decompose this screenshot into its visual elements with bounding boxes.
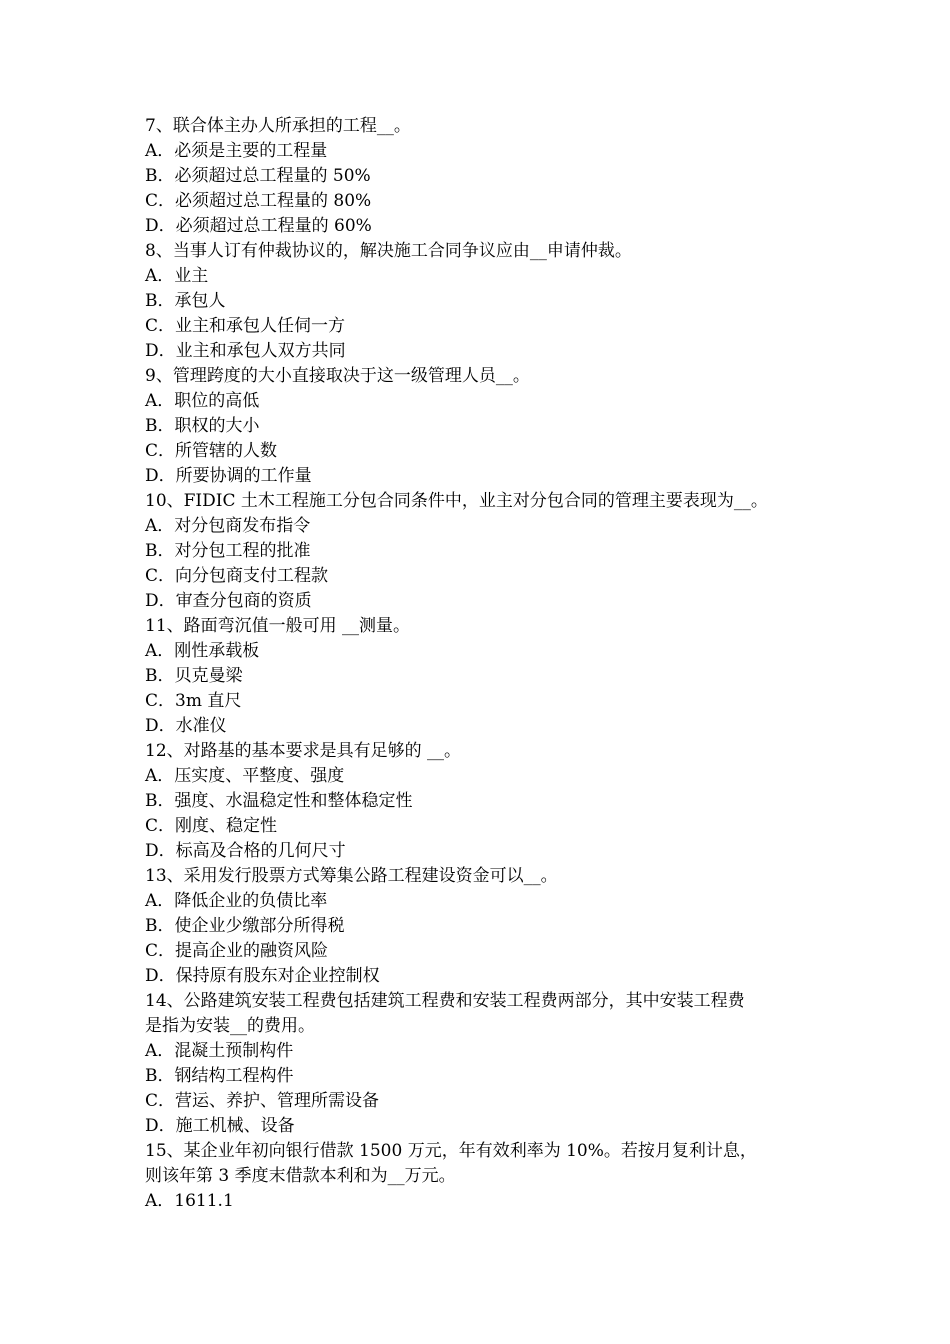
question-11-option-c: C．3m 直尺 (145, 691, 242, 711)
question-14-option-c: C．营运、养护、管理所需设备 (145, 1091, 380, 1111)
question-9-option-a: A．职位的高低 (145, 391, 260, 411)
question-10-option-d: D．审查分包商的资质 (145, 591, 312, 611)
question-12-text: 12、对路基的基本要求是具有足够的 __。 (145, 741, 462, 761)
question-11-option-b: B．贝克曼梁 (145, 666, 243, 686)
question-12-option-a: A．压实度、平整度、强度 (145, 766, 345, 786)
question-10-option-a: A．对分包商发布指令 (145, 516, 311, 536)
question-14-text-line-1: 14、公路建筑安装工程费包括建筑工程费和安装工程费两部分，其中安装工程费 (145, 991, 745, 1011)
question-13-option-b: B．使企业少缴部分所得税 (145, 916, 345, 936)
question-15-text-line-1: 15、某企业年初向银行借款 1500 万元，年有效利率为 10%。若按月复利计息， (145, 1141, 757, 1161)
question-7-option-d: D．必须超过总工程量的 60% (145, 216, 372, 236)
document-page (145, 114, 815, 1214)
question-14-option-b: B．钢结构工程构件 (145, 1066, 294, 1086)
question-9-option-d: D．所要协调的工作量 (145, 466, 312, 486)
question-8-text: 8、当事人订有仲裁协议的，解决施工合同争议应由__申请仲裁。 (145, 241, 632, 261)
question-13-text: 13、采用发行股票方式筹集公路工程建设资金可以__。 (145, 866, 558, 886)
question-13-option-a: A．降低企业的负债比率 (145, 891, 328, 911)
question-10-text: 10、FIDIC 土木工程施工分包合同条件中，业主对分包合同的管理主要表现为__。 (145, 491, 768, 511)
question-8-option-c: C．业主和承包人任伺一方 (145, 316, 346, 336)
question-9-option-b: B．职权的大小 (145, 416, 260, 436)
question-7-option-a: A．必须是主要的工程量 (145, 141, 328, 161)
question-10-option-b: B．对分包工程的批准 (145, 541, 311, 561)
question-8-option-d: D．业主和承包人双方共同 (145, 341, 346, 361)
question-9-option-c: C．所管辖的人数 (145, 441, 278, 461)
question-13-option-d: D．保持原有股东对企业控制权 (145, 966, 380, 986)
question-8-option-b: B．承包人 (145, 291, 226, 311)
question-10-option-c: C．向分包商支付工程款 (145, 566, 329, 586)
question-12-option-c: C．刚度、稳定性 (145, 816, 278, 836)
question-14-option-d: D．施工机械、设备 (145, 1116, 295, 1136)
question-14-option-a: A．混凝土预制构件 (145, 1041, 294, 1061)
question-7-option-c: C．必须超过总工程量的 80% (145, 191, 372, 211)
question-12-option-d: D．标高及合格的几何尺寸 (145, 841, 346, 861)
question-7-text: 7、联合体主办人所承担的工程__。 (145, 116, 411, 136)
question-15-text-line-2: 则该年第 3 季度末借款本利和为__万元。 (145, 1166, 456, 1186)
question-11-option-d: D．水准仪 (145, 716, 227, 736)
question-14-text-line-2: 是指为安装__的费用。 (145, 1016, 315, 1036)
question-13-option-c: C．提高企业的融资风险 (145, 941, 329, 961)
question-11-option-a: A．刚性承载板 (145, 641, 260, 661)
question-12-option-b: B．强度、水温稳定性和整体稳定性 (145, 791, 413, 811)
question-9-text: 9、管理跨度的大小直接取决于这一级管理人员__。 (145, 366, 530, 386)
question-11-text: 11、路面弯沉值一般可用 __测量。 (145, 616, 411, 636)
question-7-option-b: B．必须超过总工程量的 50% (145, 166, 371, 186)
question-8-option-a: A．业主 (145, 266, 209, 286)
question-15-option-a: A．1611.1 (145, 1191, 234, 1211)
